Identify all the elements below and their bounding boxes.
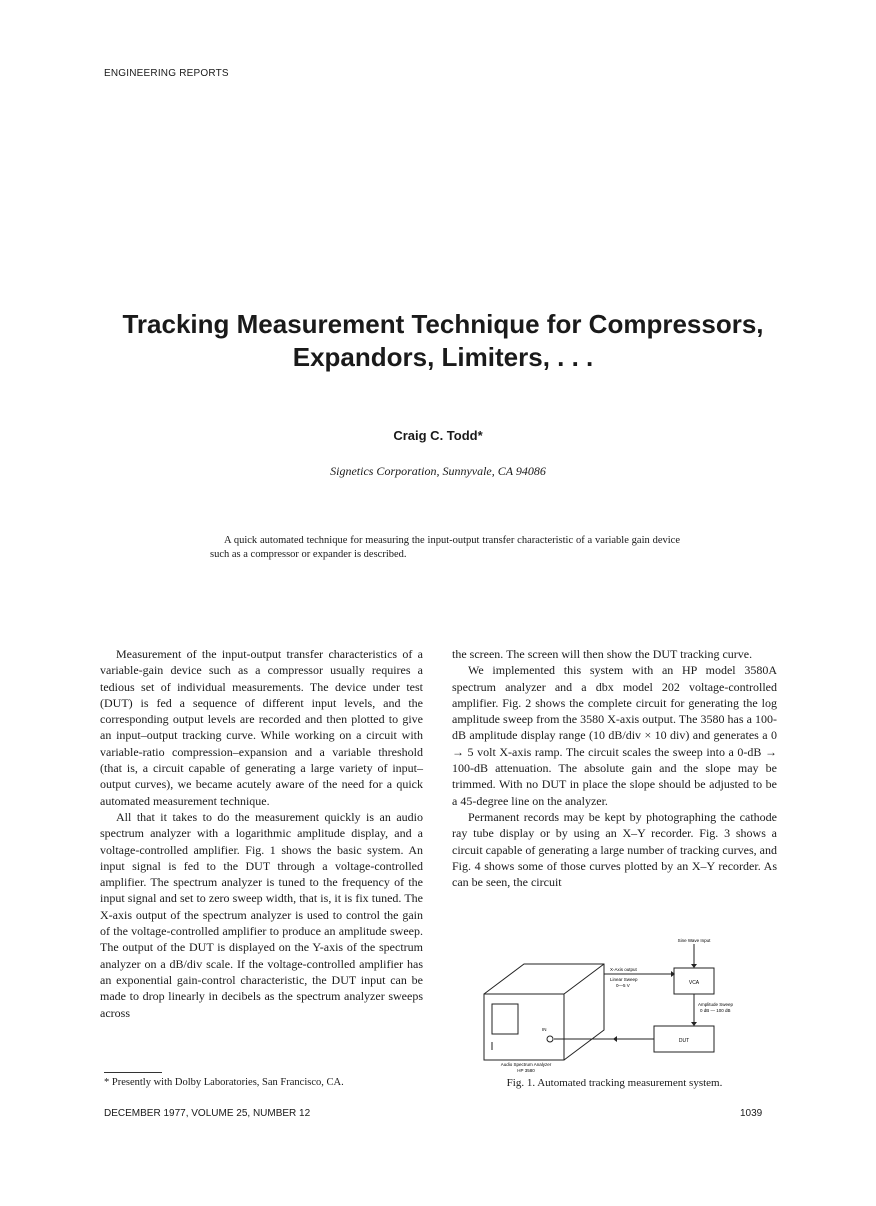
- footnote: * Presently with Dolby Laboratories, San Francisco, CA.: [104, 1077, 344, 1088]
- label-amplitude-sweep-range: 0 dB — 100 dB: [700, 1008, 731, 1013]
- left-column: [100, 646, 423, 1021]
- title-line-1: Tracking Measurement Technique for Compressors,: [122, 309, 764, 339]
- paragraph: the screen. The screen will then show the DUT tracking curve.: [452, 647, 753, 661]
- footnote-rule: [104, 1072, 162, 1073]
- analyzer-depth: [484, 964, 604, 1060]
- paragraph: All that it takes to do the measurement quickly is an audio spectrum analyzer with a logarithmic amplitude display, and a voltage-controlled amplifier. Fig. 1 shows the basic system. An input signal is fed to the DUT through a voltage-controlled amplifier. The spectrum analyzer is tuned to the frequency of the input signal and set to zero sweep width, that is, it is fix tuned. The X-axis output of the spectrum analyzer is used to control the gain of the voltage-controlled amplifier to produce an amplitude sweep. The output of the DUT is displayed on the Y-axis of the spectrum analyzer on a dB/div scale. If the voltage-controlled amplifier has an exponential gain-control characteristic, the DUT input can be made to drop linearly in decibels as the spectrum analyzer sweeps across: [100, 809, 423, 1020]
- paper-title: [60, 308, 826, 374]
- block-diagram: [478, 934, 778, 1074]
- paragraph: We implemented this system with an HP model 3580A spectrum analyzer and a dbx model 202 voltage-controlled amplifier. Fig. 2 shows the complete circuit for generating the log amplitude sweep from the 3580 X-axis output. The 3580 has a 100-dB amplitude display range (10 dB/div × 10 div) and generates a 0 → 5 volt X-axis ramp. The circuit scales the sweep into a 0-dB → 100-dB attenuation. The absolute gain and the slope may be trimmed. With no DUT in place the slope should be adjusted to be a 45-degree line on the analyzer.: [452, 663, 777, 808]
- label-linear-sweep: Linear Sweep: [610, 977, 638, 982]
- label-analyzer-model: HP 3580: [517, 1068, 535, 1073]
- title-line-2: Expandors, Limiters, . . .: [292, 342, 594, 372]
- paragraph: Measurement of the input-output transfer characteristics of a variable-gain device such as a compressor usually requires a tedious set of individual measurements. The device under test (DUT) is fed a sequence of different input levels, and the corresponding output levels are recorded and then plotted to give an input–output tracking curve. While working on a circuit with variable-ratio compression–expansion and a variable threshold (that is, a circuit capable of generating a large variety of input–output curves), we became acutely aware of the need for a quick automated measurement technique.: [100, 647, 423, 808]
- label-vca: VCA: [688, 980, 700, 986]
- paragraph: Permanent records may be kept by photographing the cathode ray tube display or by using an X–Y recorder. Fig. 3 shows a circuit capable of generating a large number of tracking curves, and Fig. 4 shows some of those curves plotted by an X–Y recorder. As can be seen, the circuit: [452, 809, 777, 890]
- right-column: [452, 646, 777, 890]
- footer-issue: DECEMBER 1977, VOLUME 25, NUMBER 12: [104, 1108, 311, 1119]
- figure-caption: Fig. 1. Automated tracking measurement system.: [506, 1077, 723, 1089]
- label-amplitude-sweep: Amplitude Sweep: [698, 1002, 734, 1007]
- affiliation: Signetics Corporation, Sunnyvale, CA 94086: [330, 464, 546, 478]
- figure-1: [478, 934, 778, 1074]
- analyzer-screen: [492, 1004, 518, 1034]
- running-head: ENGINEERING REPORTS: [104, 68, 229, 79]
- label-x-axis-output: X-Axis output: [610, 967, 637, 972]
- label-sine-wave-input: Sine Wave Input: [677, 938, 711, 943]
- label-dut: DUT: [678, 1038, 690, 1044]
- label-linear-sweep-range: 0—5 V: [616, 983, 630, 988]
- author: Craig C. Todd*: [393, 428, 483, 443]
- abstract: A quick automated technique for measuring the input-output transfer characteristic of a variable gain device such as a compressor or expander is described.: [210, 535, 680, 560]
- label-analyzer-name: Audio Spectrum Analyzer: [500, 1062, 552, 1067]
- page-number: 1039: [740, 1108, 763, 1119]
- label-in: IN: [542, 1027, 547, 1032]
